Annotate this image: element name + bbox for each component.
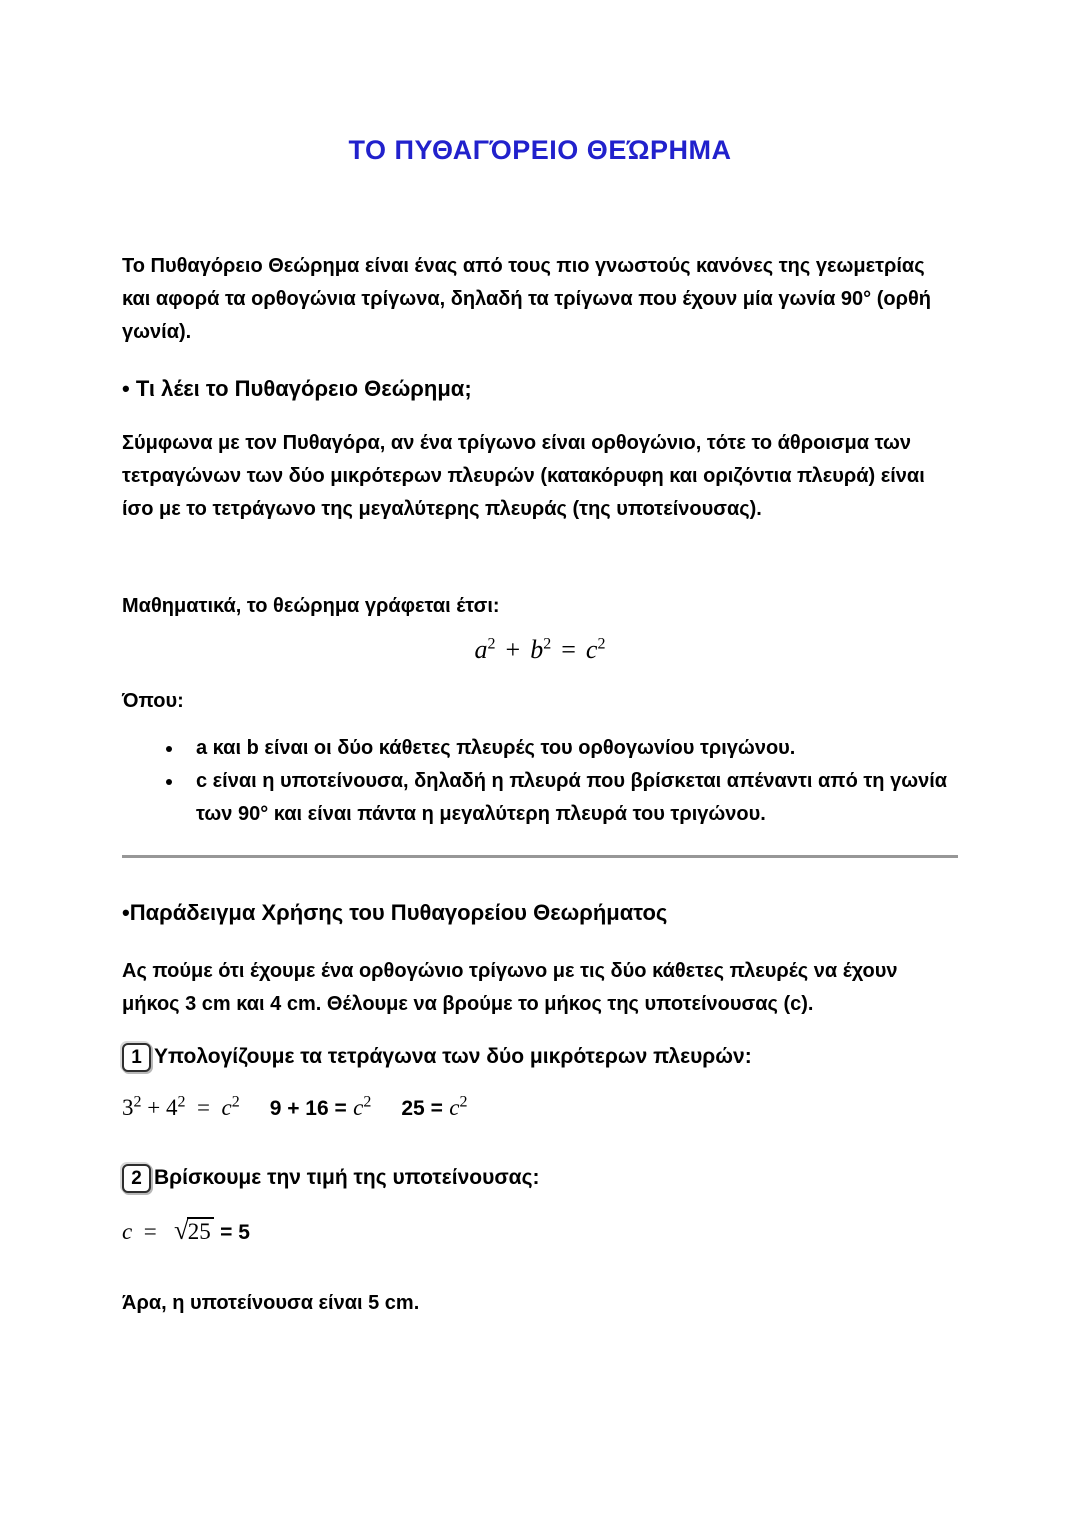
- section1-heading: • Τι λέει το Πυθαγόρειο Θεώρημα;: [122, 376, 472, 401]
- step2-label: Βρίσκουμε την τιμή της υποτείνουσας:: [154, 1166, 540, 1189]
- page-title: ΤΟ ΠΥΘΑΓΌΡΕΙΟ ΘΕΏΡΗΜΑ: [348, 135, 732, 165]
- formula-var-b: b: [530, 635, 544, 664]
- step2-heading: [122, 1161, 958, 1194]
- plus-operator: +: [505, 635, 521, 664]
- section-divider: [122, 855, 958, 858]
- keycap-1-icon: 1: [122, 1043, 151, 1072]
- formula-var-a: a: [474, 635, 488, 664]
- step1-equation: [122, 1094, 958, 1142]
- formula-exponent: 2: [487, 635, 496, 653]
- pythagorean-formula: [122, 635, 958, 681]
- section1-paragraph: Σύμφωνα με τον Πυθαγόρα, αν ένα τρίγωνο είναι ορθογώνιο, τότε το άθροισμα των τετραγώνων των δύο μικρότερων πλευρών (κατακόρυφη και οριζόντια πλευρά) είναι ίσο με το τετράγωνο της μεγαλύτερης πλευράς (της υποτείνουσας).: [122, 432, 925, 520]
- square-root-icon: √: [173, 1215, 189, 1245]
- math-term: $c^2$: [449, 1093, 468, 1120]
- list-item: • c είναι η υποτείνουσα, δηλαδή η πλευρά που βρίσκεται απέναντι από τη γωνία των 90° και είναι πάντα η μεγαλύτερη πλευρά του τριγώνου.: [184, 765, 958, 831]
- formula-var-c: c: [585, 635, 598, 664]
- formula-exponent: 2: [543, 635, 552, 653]
- equals-operator: =: [561, 635, 576, 664]
- math-term: 25 =: [401, 1097, 443, 1120]
- step1-heading: [122, 1040, 958, 1073]
- math-term: = 5: [220, 1221, 250, 1244]
- definition-list: [122, 732, 958, 831]
- math-term: $3^2 + 4^2 = c^2$: [122, 1093, 240, 1120]
- math-term: $c^2$: [353, 1093, 372, 1120]
- step2-equation: [122, 1215, 958, 1263]
- where-label: Όπου:: [122, 690, 184, 712]
- math-term: 9 + 16 =: [269, 1097, 347, 1120]
- list-item: • a και b είναι οι δύο κάθετες πλευρές του ορθογωνίου τριγώνου.: [184, 732, 958, 765]
- step1-label: Υπολογίζουμε τα τετράγωνα των δύο μικρότερων πλευρών:: [154, 1045, 752, 1068]
- math-term: c = √25: [122, 1219, 214, 1244]
- keycap-2-icon: 2: [122, 1164, 151, 1193]
- intro-paragraph: Το Πυθαγόρειο Θεώρημα είναι ένας από τους πιο γνωστούς κανόνες της γεωμετρίας και αφορά τα ορθογώνια τρίγωνα, δηλαδή τα τρίγωνα που έχουν μία γωνία 90° (ορθή γωνία).: [122, 255, 932, 343]
- section2-heading: •Παράδειγμα Χρήσης του Πυθαγορείου Θεωρήματος: [122, 900, 668, 925]
- example-paragraph: Ας πούμε ότι έχουμε ένα ορθογώνιο τρίγωνο με τις δύο κάθετες πλευρές να έχουν μήκος 3 cm και 4 cm. Θέλουμε να βρούμε το μήκος της υποτείνουσας (c).: [122, 960, 898, 1015]
- formula-exponent: 2: [597, 635, 606, 653]
- math-intro-label: Μαθηματικά, το θεώρημα γράφεται έτσι:: [122, 595, 500, 617]
- conclusion-paragraph: Άρα, η υποτείνουσα είναι 5 cm.: [122, 1292, 420, 1314]
